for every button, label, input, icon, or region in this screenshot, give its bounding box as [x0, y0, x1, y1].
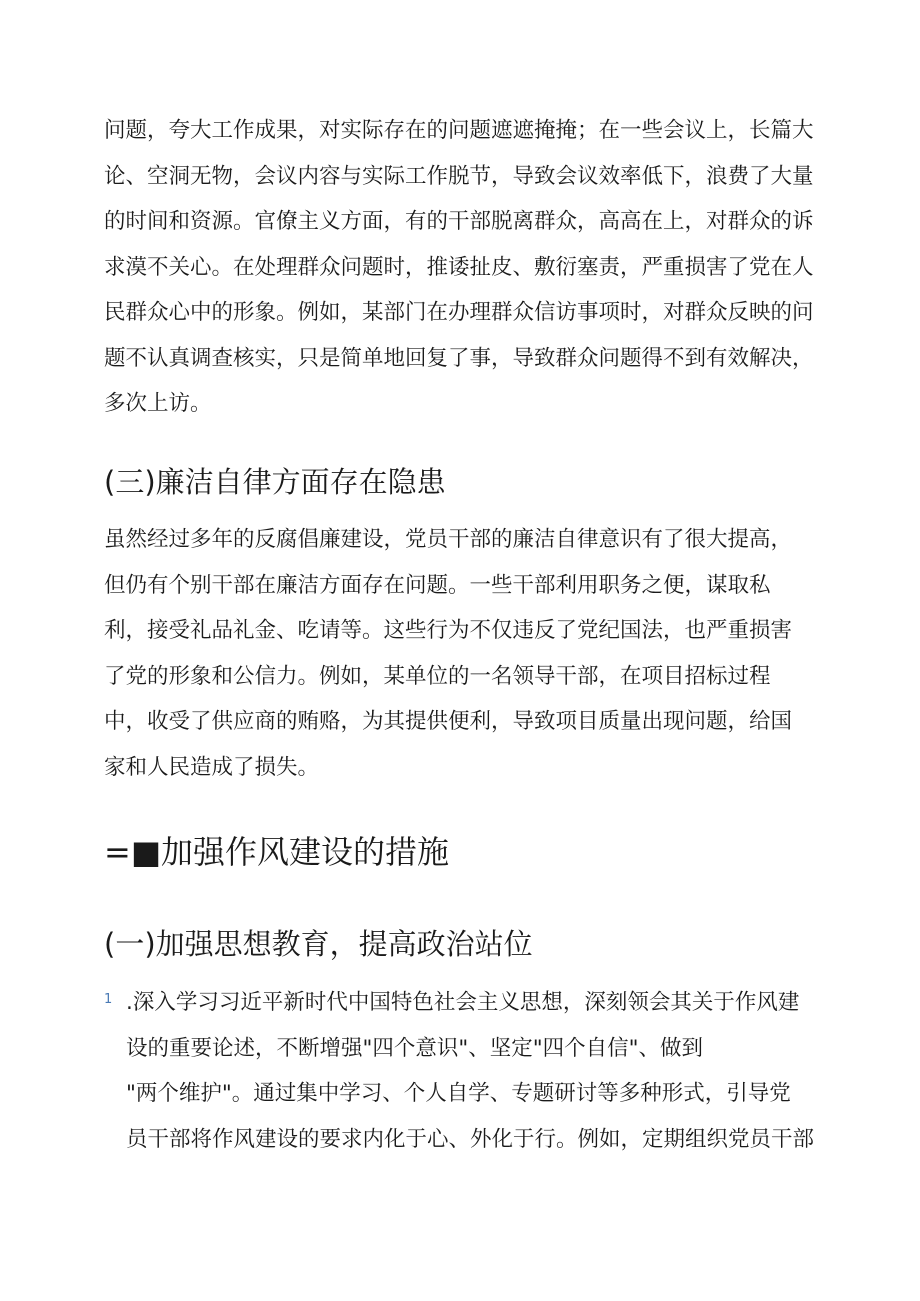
text-line: 的时间和资源。官僚主义方面，有的干部脱离群众，高高在上，对群众的诉: [104, 209, 814, 234]
text-line: 民群众心中的形象。例如，某部门在办理群众信访事项时，对群众反映的问: [104, 300, 814, 325]
text-line: 虽然经过多年的反腐倡廉建设，党员干部的廉洁自律意识有了很大提高，: [104, 527, 793, 552]
text-line: 问题，夸大工作成果，对实际存在的问题遮遮掩掩；在一些会议上，长篇大: [104, 118, 814, 143]
text-line: 员干部将作风建设的要求内化于心、外化于行。例如，定期组织党员干部: [126, 1126, 815, 1152]
paragraph-integrity: [104, 517, 820, 790]
heading-integrity-risks: (三)廉洁自律方面存在隐患: [104, 465, 446, 499]
text-line: 中，收受了供应商的贿赂，为其提供便利，导致项目质量出现问题，给国: [104, 709, 793, 734]
subheading-ideological-education: (一)加强思想教育，提高政治站位: [104, 927, 533, 961]
text-line: 家和人民造成了损失。: [104, 754, 320, 780]
text-line: 论、空洞无物，会议内容与实际工作脱节，导致会议效率低下，浪费了大量: [104, 163, 814, 189]
section-heading-measures: =■加强作风建设的措施: [104, 833, 450, 871]
text-line: 了党的形象和公信力。例如，某单位的一名领导干部，在项目招标过程: [104, 663, 771, 689]
list-number: 1: [104, 992, 113, 1007]
text-line: 但仍有个别干部在廉洁方面存在问题。一些干部利用职务之便，谋取私: [104, 572, 771, 598]
paragraph-problems-bureaucracy: [104, 108, 820, 427]
text-line: "两个维护"。通过集中学习、个人自学、专题研讨等多种形式，引导党: [126, 1081, 791, 1106]
text-line: .深入学习习近平新时代中国特色社会主义思想，深刻领会其关于作风建: [126, 990, 800, 1015]
text-line: 利，接受礼品礼金、吃请等。这些行为不仅违反了党纪国法，也严重损害: [104, 618, 793, 643]
text-line: 多次上访。: [104, 391, 212, 416]
text-line: 求漠不关心。在处理群众问题时，推诿扯皮、敷衍塞责，严重损害了党在人: [104, 254, 814, 280]
text-line: 题不认真调查核实，只是简单地回复了事，导致群众问题得不到有效解决，: [104, 345, 814, 371]
list-item-body: [126, 980, 820, 1162]
text-line: 设的重要论述，不断增强"四个意识"、坚定"四个自信"、做到: [126, 1035, 704, 1061]
